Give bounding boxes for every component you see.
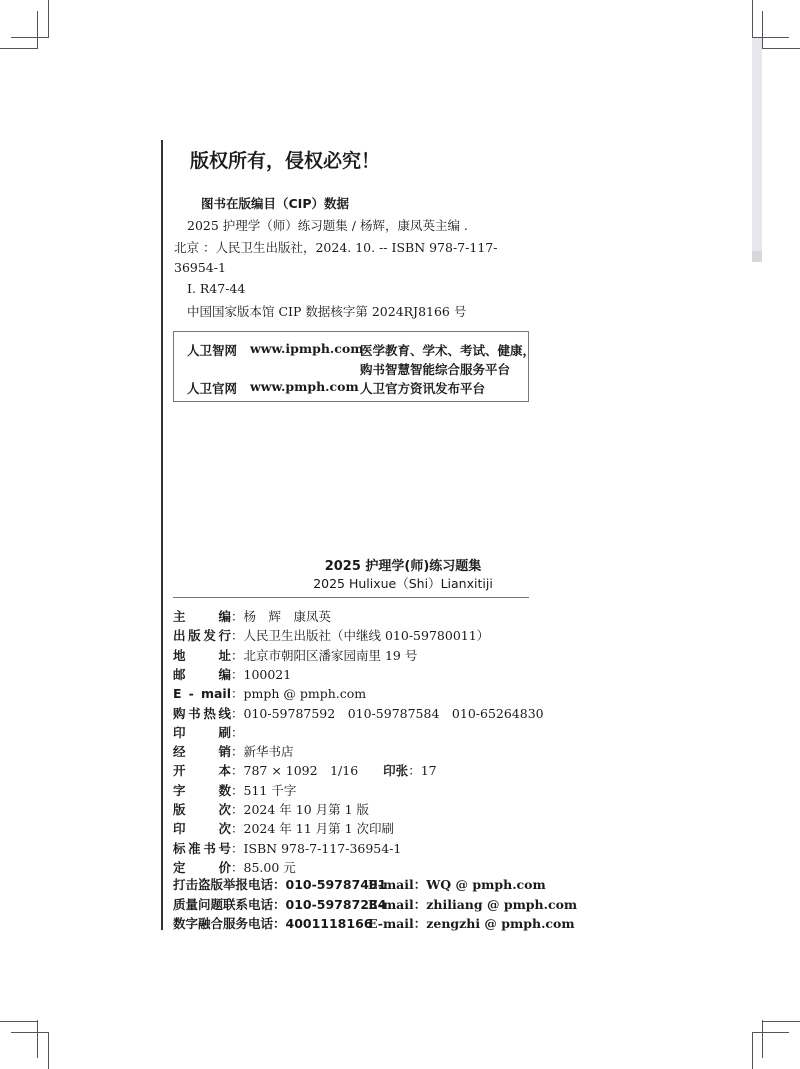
info-row — [173, 665, 291, 683]
info-row — [173, 704, 544, 722]
info-label: 版次 — [173, 802, 231, 817]
contact-phone: 数字融合服务电话：4001118166 — [173, 916, 373, 931]
info-label: 经销 — [173, 744, 231, 760]
site-name: 人卫智网 — [187, 343, 238, 358]
contact-row — [173, 914, 575, 932]
contact-row — [173, 895, 577, 913]
info-value: ：100021 — [231, 666, 292, 682]
info-label: 印张 — [383, 763, 409, 779]
info-row — [173, 684, 366, 702]
info-label: 字数 — [173, 782, 231, 798]
info-row — [173, 626, 489, 644]
info-row — [173, 800, 369, 818]
cip-line: Ⅰ. R47-44 — [187, 281, 246, 296]
info-value: ：人民卫生出版社（中继线 010-59780011） — [231, 628, 490, 644]
copyright-notice: 版权所有，侵权必究！ — [190, 150, 381, 172]
info-value: ：787 × 1092 1/16 — [231, 763, 384, 779]
info-value: ：17 — [408, 763, 437, 779]
site-url[interactable]: www.pmph.com — [250, 379, 359, 394]
scrollbar-thumb[interactable] — [752, 251, 762, 262]
info-value: ：pmph @ pmph.com — [231, 686, 367, 702]
contact-row — [173, 875, 546, 893]
cip-title: 图书在版编目（CIP）数据 — [201, 196, 349, 211]
info-row — [173, 781, 296, 799]
info-row — [173, 761, 437, 779]
info-value: ：010-59787592 010-59787584 010-65264830 — [231, 705, 544, 721]
site-desc: 购书智慧智能综合服务平台 — [360, 362, 511, 377]
info-row — [173, 858, 296, 876]
site-url[interactable]: www.ipmph.com — [250, 341, 364, 356]
scrollbar[interactable] — [752, 38, 762, 262]
info-value: ：ISBN 978-7-117-36954-1 — [231, 840, 402, 856]
info-label: 印次 — [173, 821, 231, 837]
info-label: 标准书号 — [173, 840, 231, 856]
info-row — [173, 839, 401, 857]
info-label: 邮编 — [173, 666, 231, 682]
info-value: ：杨 辉 康凤英 — [231, 609, 332, 624]
book-title-en: 2025 Hulixue（Shi）Lianxitiji — [313, 576, 493, 591]
info-label: 出版发行 — [173, 628, 231, 644]
contact-email: E-mail：zengzhi @ pmph.com — [368, 916, 575, 931]
contact-phone: 打击盗版举报电话：010-59787491 — [173, 877, 387, 892]
info-value: ：85.00 元 — [231, 859, 296, 875]
info-label: E - mail — [173, 686, 231, 702]
info-row — [173, 819, 394, 837]
info-value: ：511 千字 — [231, 782, 297, 798]
cip-line: 北京 ：人民卫生出版社，2024. 10. -- ISBN 978-7-117- — [174, 240, 498, 255]
cip-line: 2025 护理学（师）练习题集 / 杨辉，康凤英主编 . — [187, 218, 468, 233]
cip-line: 36954-1 — [174, 260, 226, 275]
info-label: 主编 — [173, 609, 231, 624]
info-label: 地址 — [173, 647, 231, 663]
site-name: 人卫官网 — [187, 381, 238, 396]
cip-line: 中国国家版本馆 CIP 数据核字第 2024RJ8166 号 — [187, 304, 467, 319]
contact-email: E-mail：zhiliang @ pmph.com — [368, 896, 578, 912]
info-value: ：新华书店 — [231, 744, 294, 760]
info-label: 定价 — [173, 859, 231, 875]
info-label: 印刷 — [173, 724, 231, 740]
site-desc: 人卫官方资讯发布平台 — [360, 381, 486, 396]
info-value: ： — [231, 724, 244, 740]
contact-phone: 质量问题联系电话：010-59787234 — [173, 896, 387, 912]
website-box — [173, 331, 536, 402]
info-row — [173, 646, 417, 664]
info-label: 购书热线 — [173, 705, 231, 721]
info-value: ：2024 年 10 月第 1 版 — [231, 802, 370, 817]
divider — [173, 597, 529, 598]
margin-rule — [161, 140, 163, 930]
book-title-zh: 2025 护理学(师)练习题集 — [324, 559, 482, 574]
info-row — [173, 607, 331, 625]
info-value: ：2024 年 11 月第 1 次印刷 — [231, 821, 395, 837]
site-desc: 医学教育、学术、考试、健康， — [360, 343, 536, 358]
info-label: 开本 — [173, 763, 231, 779]
info-row — [173, 742, 294, 760]
info-value: ：北京市朝阳区潘家园南里 19 号 — [231, 647, 418, 663]
info-row — [173, 723, 244, 741]
contact-email: E-mail：WQ @ pmph.com — [368, 877, 546, 892]
